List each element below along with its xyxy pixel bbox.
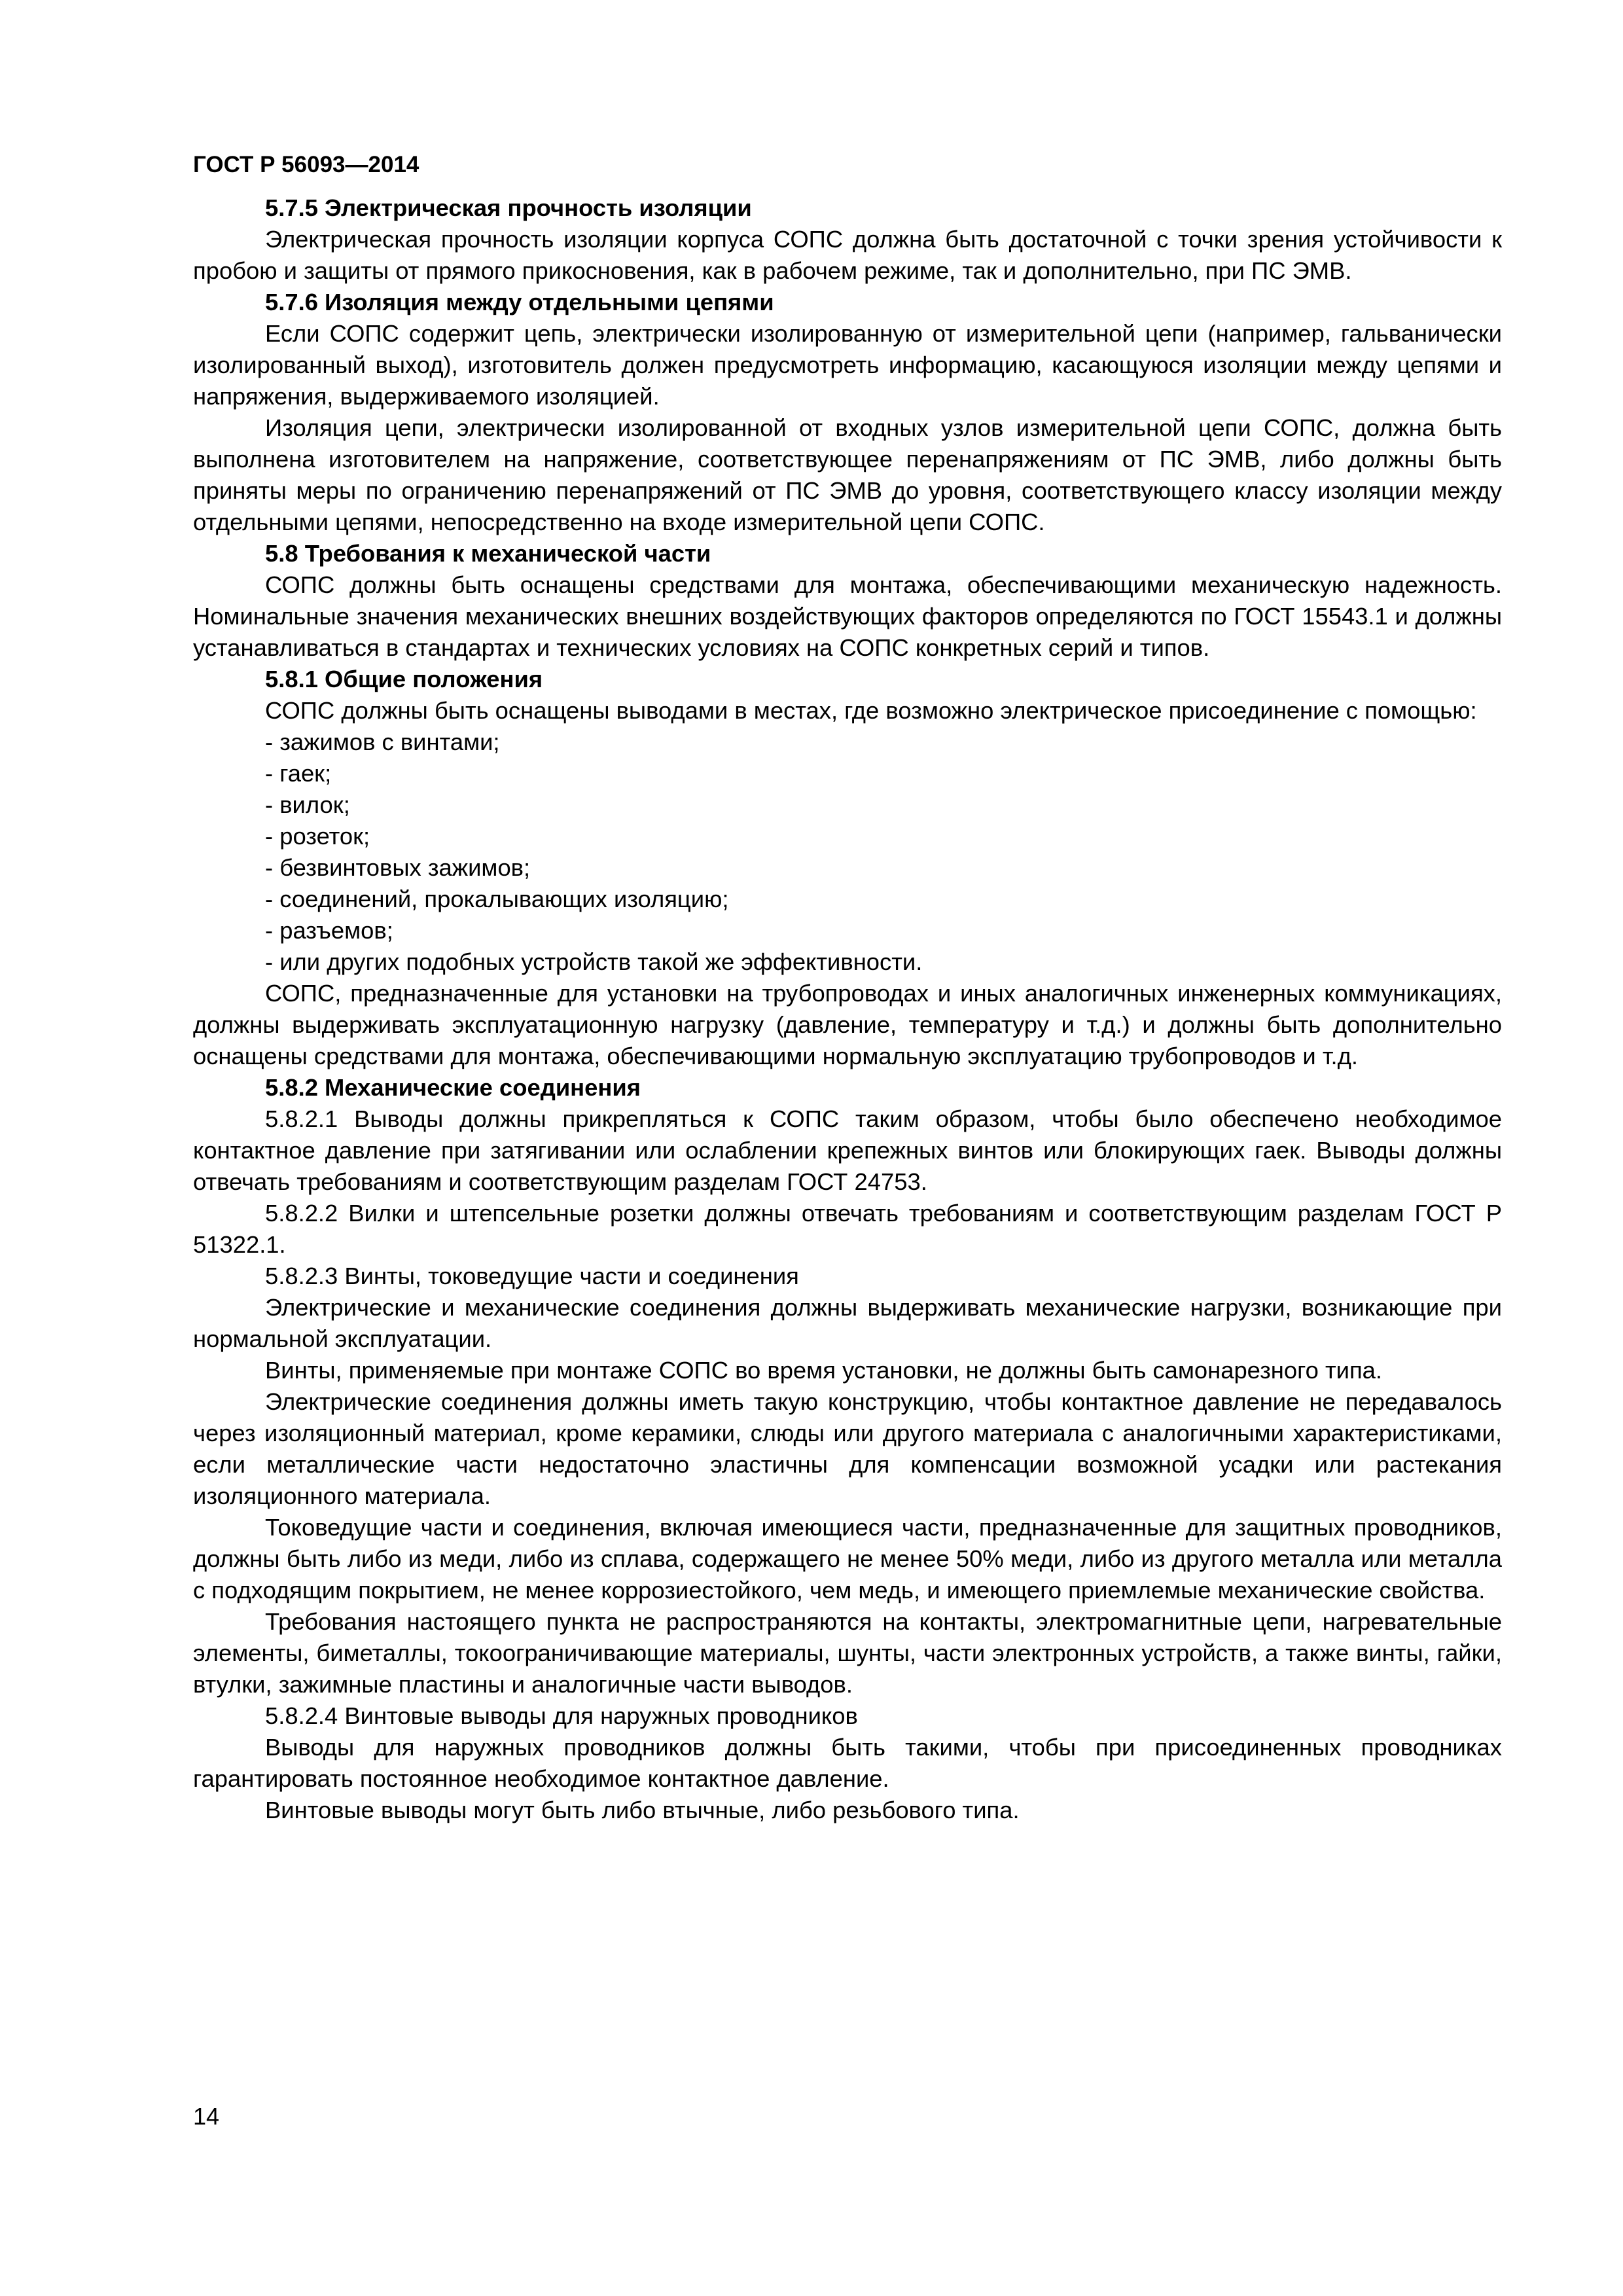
paragraph: Если СОПС содержит цепь, электрически изолированную от измерительной цепи (например, гальванически изолированный выход), изготовитель должен предусмотреть информацию, касающуюся изоляции между цепями и напряжения, выдерживаемого изоляцией. (193, 320, 1502, 410)
paragraph: СОПС должны быть оснащены выводами в местах, где возможно электрическое присоединение с помощью: (265, 697, 1477, 724)
list-item: - гаек; (265, 760, 332, 787)
paragraph: 5.8.2.3 Винты, токоведущие части и соединения (265, 1263, 799, 1289)
paragraph: Винты, применяемые при монтаже СОПС во время установки, не должны быть самонарезного типа. (265, 1357, 1383, 1384)
section-heading: 5.7.6 Изоляция между отдельными цепями (265, 289, 774, 315)
paragraph: Токоведущие части и соединения, включая имеющиеся части, предназначенные для защитных проводников, должны быть либо из меди, либо из сплава, содержащего не менее 50% меди, либо из другого металла или металла с подходящим покрытием, не менее коррозиестойкого, чем медь, и имеющего приемлемые механические свойства. (193, 1514, 1502, 1604)
paragraph: СОПС, предназначенные для установки на трубопроводах и иных аналогичных инженерных коммуникациях, должны выдерживать эксплуатационную нагрузку (давление, температуру и т.д.) и должны быть дополнительно оснащены средствами для монтажа, обеспечивающими нормальную эксплуатацию трубопроводов и т.д. (193, 980, 1502, 1069)
document-page (193, 149, 1502, 1826)
list-item: - разъемов; (265, 917, 393, 944)
paragraph: 5.8.2.4 Винтовые выводы для наружных проводников (265, 1702, 858, 1729)
paragraph: Выводы для наружных проводников должны быть такими, чтобы при присоединенных проводниках гарантировать постоянное необходимое контактное давление. (193, 1734, 1502, 1792)
section-heading: 5.8.1 Общие положения (265, 666, 543, 692)
list-item: - соединений, прокалывающих изоляцию; (265, 886, 729, 912)
paragraph: 5.8.2.2 Вилки и штепсельные розетки должны отвечать требованиям и соответствующим разделам ГОСТ Р 51322.1. (193, 1200, 1502, 1258)
paragraph: Изоляция цепи, электрически изолированной от входных узлов измерительной цепи СОПС, должна быть выполнена изготовителем на напряжение, соответствующее перенапряжениям от ПС ЭМВ, либо должны быть приняты меры по ограничению перенапряжений от ПС ЭМВ до уровня, соответствующего классу изоляции между отдельными цепями, непосредственно на входе измерительной цепи СОПС. (193, 414, 1502, 535)
list-item: - зажимов с винтами; (265, 728, 500, 755)
paragraph: СОПС должны быть оснащены средствами для монтажа, обеспечивающими механическую надежность. Номинальные значения механических внешних воздействующих факторов определяются по ГОСТ 15543.1 и должны устанавливаться в стандартах и технических условиях на СОПС конкретных серий и типов. (193, 571, 1502, 661)
page-number: 14 (193, 2103, 220, 2130)
paragraph: 5.8.2.1 Выводы должны прикрепляться к СОПС таким образом, чтобы было обеспечено необходимое контактное давление при затягивании или ослаблении крепежных винтов или блокирующих гаек. Выводы должны отвечать требованиям и соответствующим разделам ГОСТ 24753. (193, 1105, 1502, 1195)
paragraph: Винтовые выводы могут быть либо втычные, либо резьбового типа. (265, 1797, 1020, 1823)
section-heading: 5.8.2 Механические соединения (265, 1074, 641, 1101)
list-item: - вилок; (265, 791, 350, 818)
paragraph: Электрическая прочность изоляции корпуса СОПС должна быть достаточной с точки зрения устойчивости к пробою и защиты от прямого прикосновения, как в рабочем режиме, так и дополнительно, при ПС ЭМВ. (193, 226, 1502, 284)
list-item: - безвинтовых зажимов; (265, 854, 531, 881)
document-header: ГОСТ Р 56093—2014 (193, 152, 419, 177)
section-heading: 5.8 Требования к механической части (265, 540, 711, 567)
paragraph: Электрические и механические соединения должны выдерживать механические нагрузки, возникающие при нормальной эксплуатации. (193, 1294, 1502, 1352)
section-heading: 5.7.5 Электрическая прочность изоляции (265, 194, 752, 221)
paragraph: Электрические соединения должны иметь такую конструкцию, чтобы контактное давление не передавалось через изоляционный материал, кроме керамики, слюды или другого материала с аналогичными характеристиками, если металлические части недостаточно эластичны для компенсации возможной усадки или растекания изоляционного материала. (193, 1388, 1502, 1509)
list-item: - или других подобных устройств такой же эффективности. (265, 948, 923, 975)
list-item: - розеток; (265, 823, 370, 850)
document-body (193, 192, 1502, 1826)
paragraph: Требования настоящего пункта не распространяются на контакты, электромагнитные цепи, нагревательные элементы, биметаллы, токоограничивающие материалы, шунты, части электронных устройств, а также винты, гайки, втулки, зажимные пластины и аналогичные части выводов. (193, 1608, 1502, 1698)
